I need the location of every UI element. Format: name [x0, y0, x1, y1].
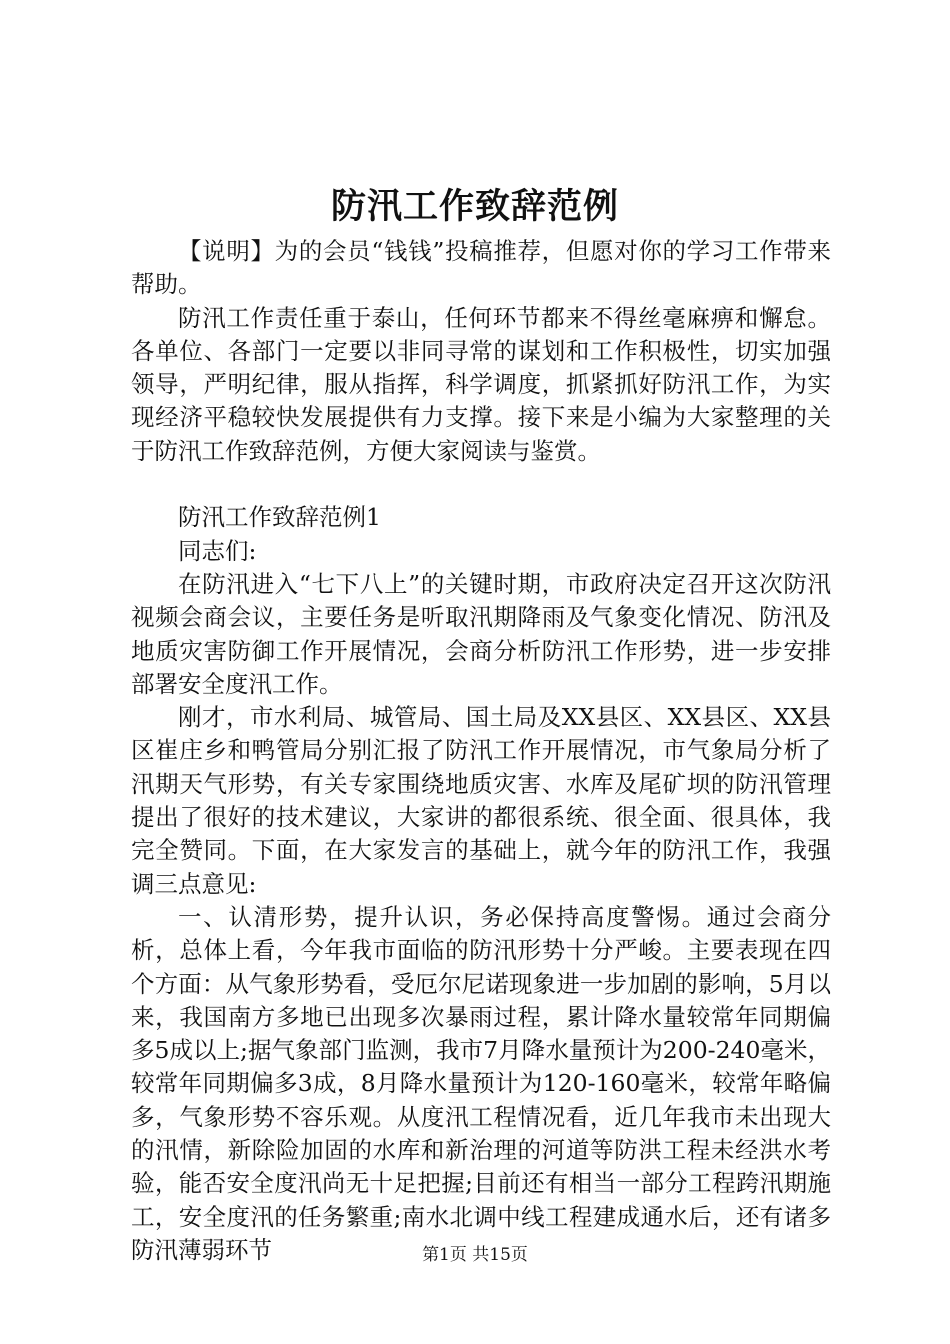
body-paragraph: 刚才，市水利局、城管局、国土局及XX县区、XX县区、XX县区崔庄乡和鸭管局分别汇报了防汛工作开展情况，市气象局分析了汛期天气形势，有关专家围绕地质灾害、水库及尾矿坝的防汛管理提出了很好的技术建议，大家讲的都很系统、很全面、很具体，我完全赞同。下面，在大家发言的基础上，就今年的防汛工作，我强调三点意见:	[131, 703, 831, 898]
document-title: 防汛工作致辞范例	[330, 186, 619, 227]
paragraph-spacer	[131, 468, 831, 501]
section-heading: 防汛工作致辞范例1	[178, 503, 381, 532]
intro-paragraph-note: 【说明】为的会员“钱钱”投稿推荐，但愿对你的学习工作带来帮助。	[131, 237, 831, 299]
body-paragraph: 一、认清形势，提升认识，务必保持高度警惕。通过会商分析，总体上看，今年我市面临的防汛形势十分严峻。主要表现在四个方面：从气象形势看，受厄尔尼诺现象进一步加剧的影响，5月以来，我国南方多地已出现多次暴雨过程，累计降水量较常年同期偏多5成以上;据气象部门监测，我市7月降水量预计为200-240毫米，较常年同期偏多3成，8月降水量预计为120-160毫米，较常年略偏多，气象形势不容乐观。从度汛工程情况看，近几年我市未出现大的汛情，新除险加固的水库和新治理的河道等防洪工程未经洪水考验，能否安全度汛尚无十足把握;目前还有相当一部分工程跨汛期施工，安全度汛的任务繁重;南水北调中线工程建成通水后，还有诸多防汛薄弱环节	[131, 902, 831, 1264]
document-body	[131, 235, 831, 1267]
body-paragraph: 在防汛进入“七下八上”的关键时期，市政府决定召开这次防汛视频会商会议，主要任务是听取汛期降雨及气象变化情况、防汛及地质灾害防御工作开展情况，会商分析防汛工作形势，进一步安排部署安全度汛工作。	[131, 569, 831, 698]
page-footer: 第1页 共15页	[422, 1245, 528, 1265]
salutation: 同志们:	[178, 536, 257, 565]
intro-paragraph-summary: 防汛工作责任重于泰山，任何环节都来不得丝毫麻痹和懈怠。各单位、各部门一定要以非同寻常的谋划和工作积极性，切实加强领导，严明纪律，服从指挥，科学调度，抓紧抓好防汛工作，为实现经济平稳较快发展提供有力支撑。接下来是小编为大家整理的关于防汛工作致辞范例，方便大家阅读与鉴赏。	[131, 303, 831, 465]
